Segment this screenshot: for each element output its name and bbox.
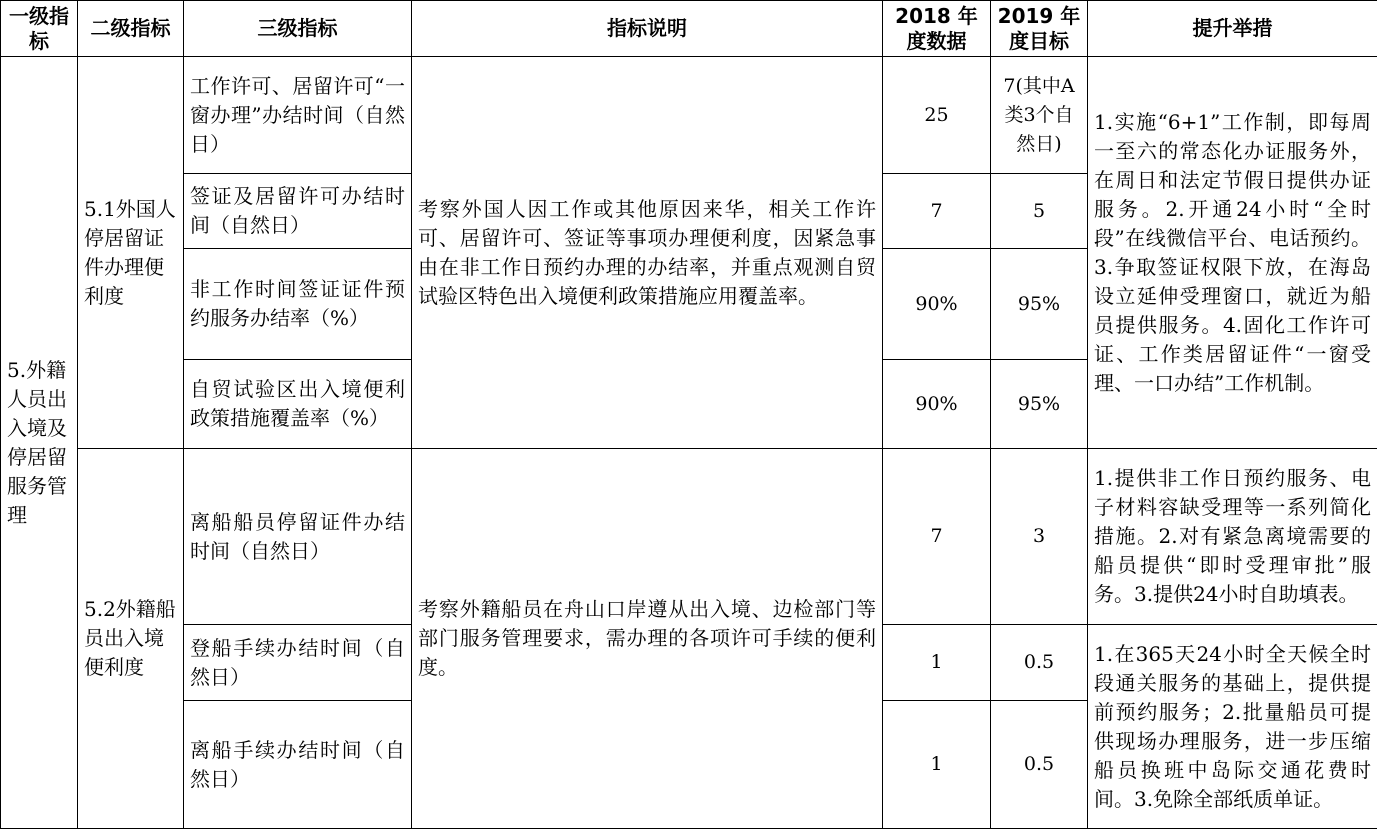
header-2018-data: 2018 年度数据 — [883, 1, 991, 57]
target-2019-cell: 3 — [991, 449, 1088, 625]
value-2018-cell: 1 — [883, 625, 991, 701]
table-row — [1, 449, 1377, 625]
target-2019-cell: 5 — [991, 174, 1088, 249]
category-cell: 5.外籍人员出入境及停居留服务管理 — [1, 57, 78, 829]
value-2018-cell: 90% — [883, 360, 991, 449]
measures-cell: 1.提供非工作日预约服务、电子材料容缺受理等一系列简化措施。2.对有紧急离境需要的船员提供“即时受理审批”服务。3.提供24小时自助填表。 — [1088, 449, 1377, 625]
value-2018-cell: 7 — [883, 449, 991, 625]
table-row — [1, 57, 1377, 174]
header-row — [1, 1, 1377, 57]
target-2019-cell: 0.5 — [991, 625, 1088, 701]
header-2019-target: 2019 年度目标 — [991, 1, 1088, 57]
indicator-cell: 离船手续办结时间（自然日） — [184, 701, 412, 829]
description-cell: 考察外籍船员在舟山口岸遵从出入境、边检部门等部门服务管理要求，需办理的各项许可手续的便利度。 — [412, 449, 883, 829]
value-2018-cell: 25 — [883, 57, 991, 174]
indicator-cell: 登船手续办结时间（自然日） — [184, 625, 412, 701]
target-2019-cell: 0.5 — [991, 701, 1088, 829]
header-level1: 一级指标 — [1, 1, 78, 57]
group-name-cell: 5.1外国人停居留证件办理便利度 — [78, 57, 184, 449]
header-level3: 三级指标 — [184, 1, 412, 57]
header-measures: 提升举措 — [1088, 1, 1377, 57]
value-2018-cell: 1 — [883, 701, 991, 829]
measures-cell: 1.实施“6+1”工作制，即每周一至六的常态化办证服务外，在周日和法定节假日提供办证服务。2.开通24小时“全时段”在线微信平台、电话预约。3.争取签证权限下放，在海岛设立延伸受理窗口，就近为船员提供服务。4.固化工作许可证、工作类居留证件“一窗受理、一口办结”工作机制。 — [1088, 57, 1377, 449]
group-name-cell: 5.2外籍船员出入境便利度 — [78, 449, 184, 829]
header-description: 指标说明 — [412, 1, 883, 57]
target-2019-cell: 95% — [991, 249, 1088, 360]
indicator-cell: 签证及居留许可办结时间（自然日） — [184, 174, 412, 249]
indicator-cell: 非工作时间签证证件预约服务办结率（%） — [184, 249, 412, 360]
target-2019-cell: 95% — [991, 360, 1088, 449]
indicator-cell: 离船船员停留证件办结时间（自然日） — [184, 449, 412, 625]
value-2018-cell: 90% — [883, 249, 991, 360]
header-level2: 二级指标 — [78, 1, 184, 57]
description-cell: 考察外国人因工作或其他原因来华，相关工作许可、居留许可、签证等事项办理便利度，因紧急事由在非工作日预约办理的办结率，并重点观测自贸试验区特色出入境便利政策措施应用覆盖率。 — [412, 57, 883, 449]
target-2019-cell: 7(其中A类3个自然日) — [991, 57, 1088, 174]
value-2018-cell: 7 — [883, 174, 991, 249]
measures-cell: 1.在365天24小时全天候全时段通关服务的基础上，提供提前预约服务；2.批量船员可提供现场办理服务，进一步压缩船员换班中岛际交通花费时间。3.免除全部纸质单证。 — [1088, 625, 1377, 829]
indicator-cell: 自贸试验区出入境便利政策措施覆盖率（%） — [184, 360, 412, 449]
indicator-cell: 工作许可、居留许可“一窗办理”办结时间（自然日） — [184, 57, 412, 174]
